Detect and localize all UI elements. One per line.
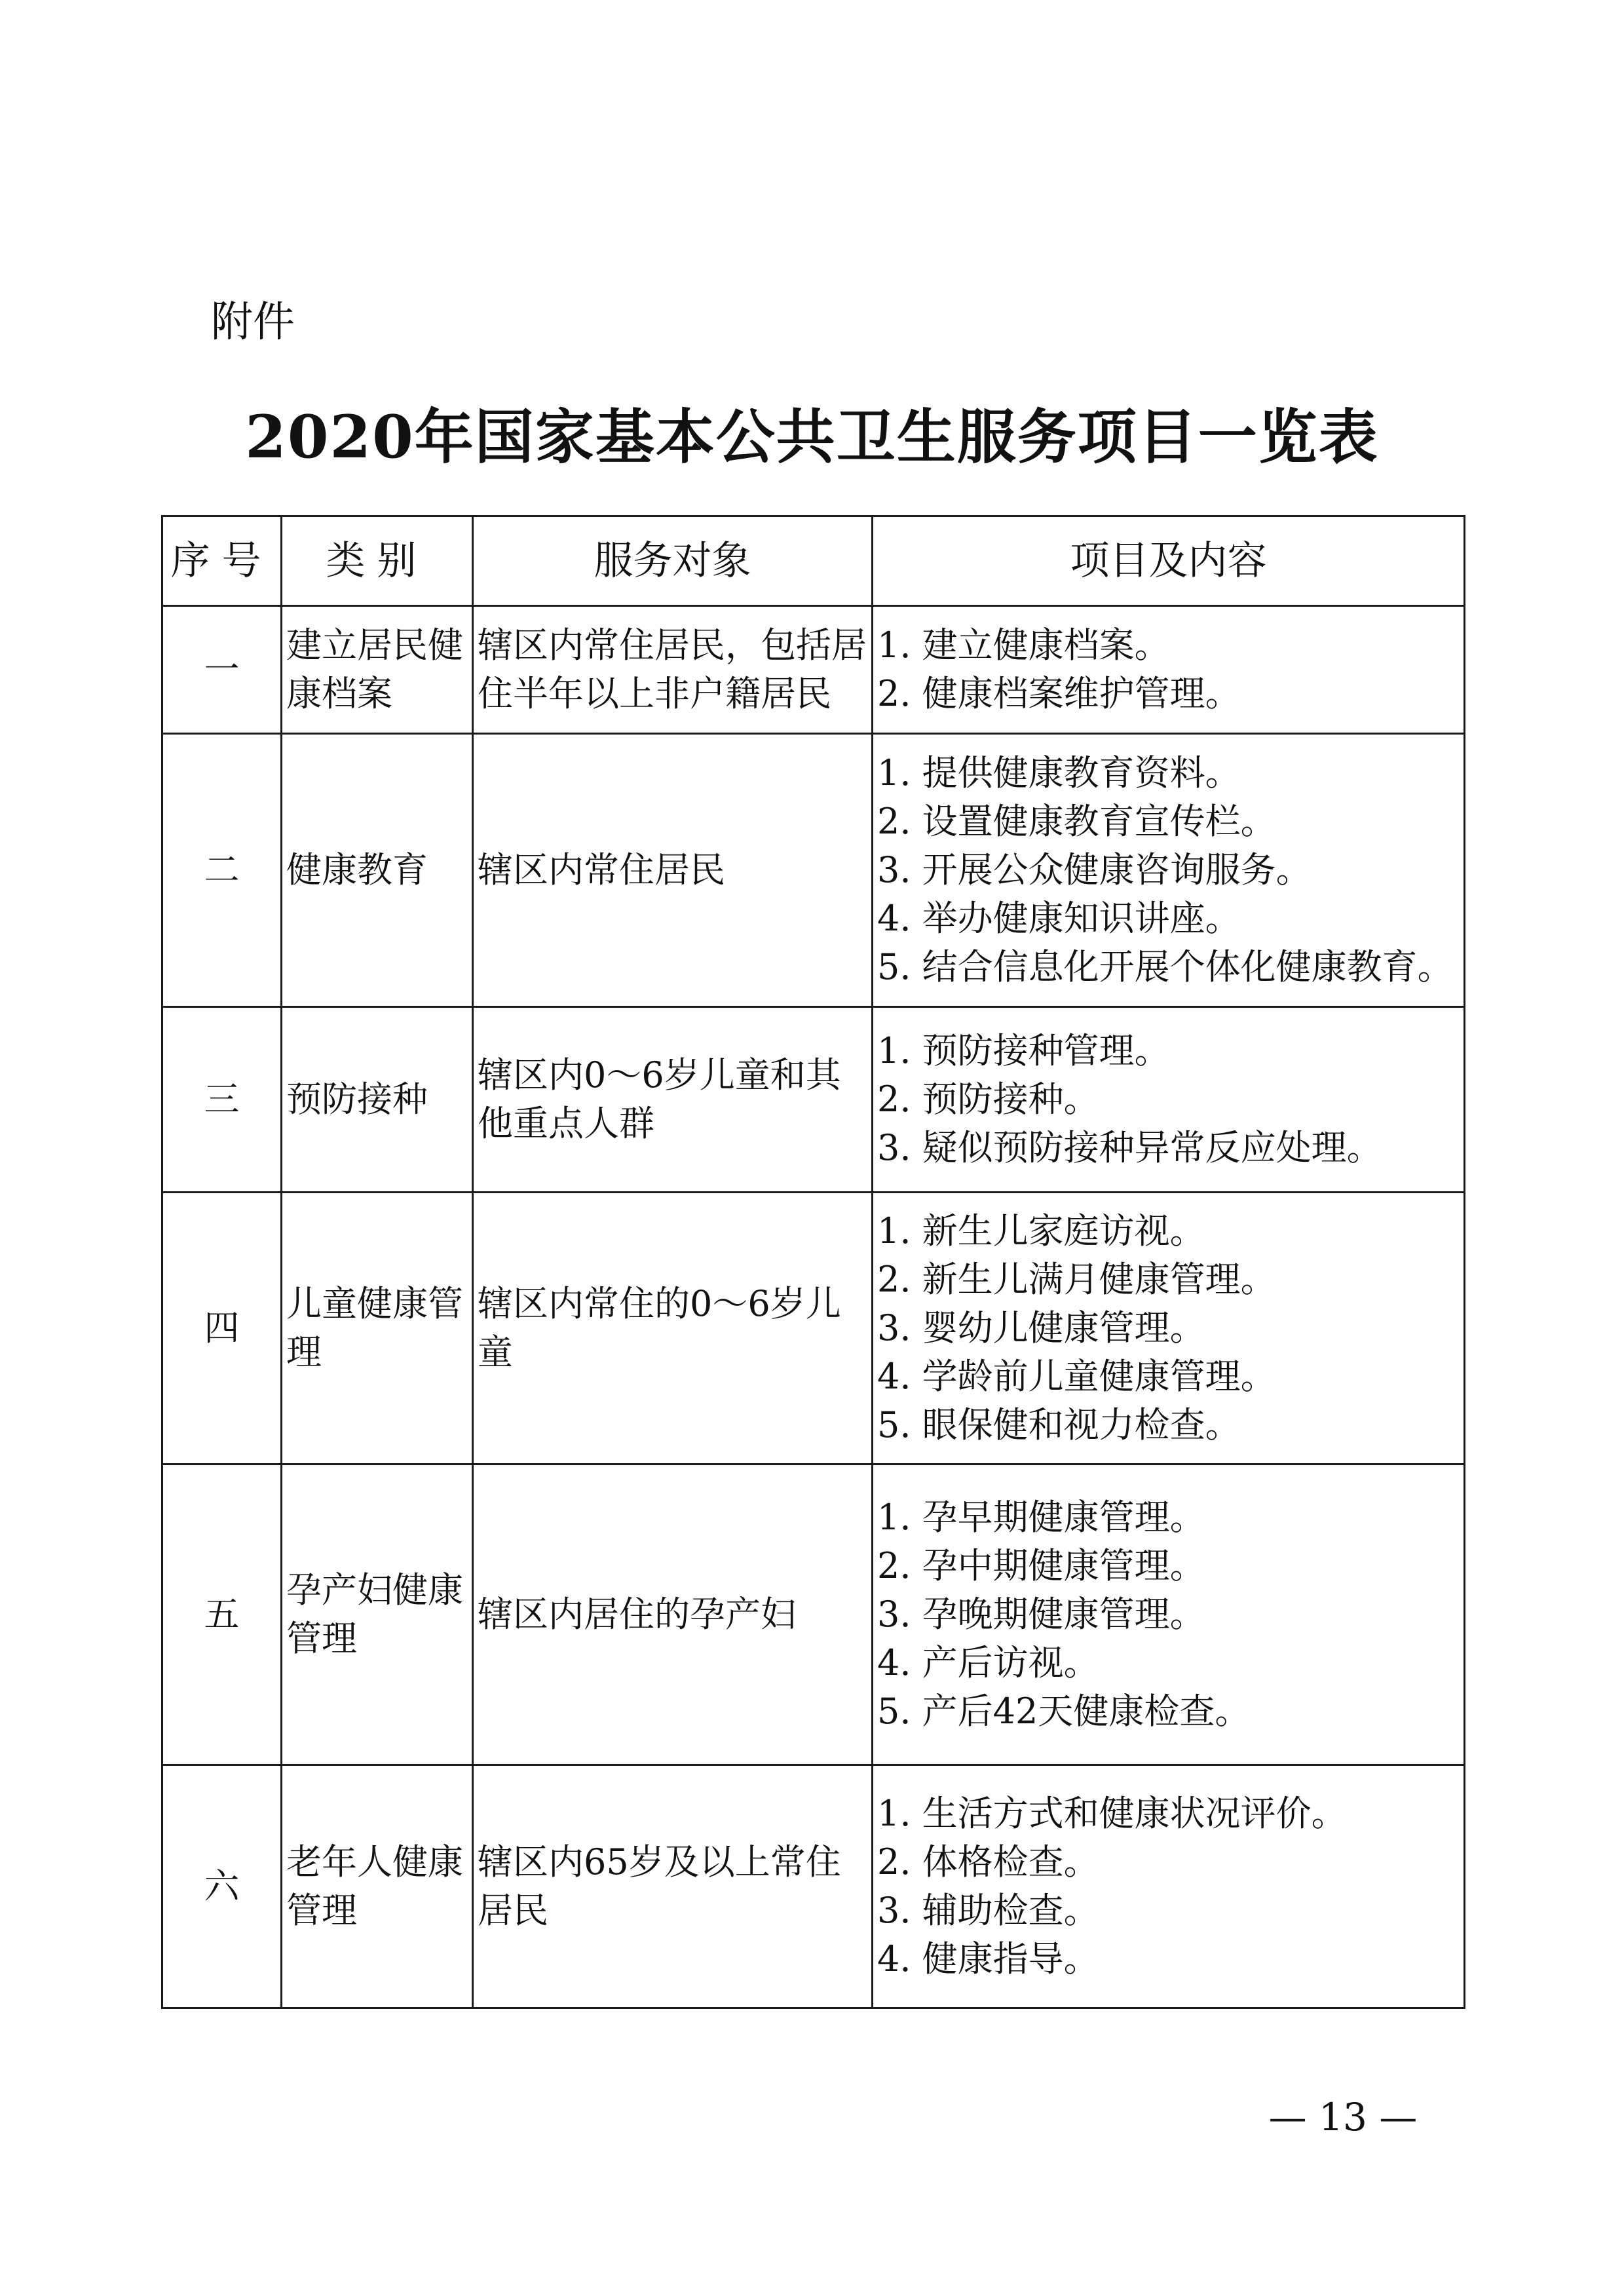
list-item: 1. 提供健康教育资料。 [877,752,1241,794]
row-seq: 二 [162,734,282,1007]
table-row [162,606,1465,734]
row-seq: 一 [162,606,282,734]
row-category: 健康教育 [282,734,473,1007]
list-item: 5. 结合信息化开展个体化健康教育。 [877,946,1453,987]
list-item: 5. 产后42天健康检查。 [877,1691,1251,1732]
row-target: 辖区内65岁及以上常住居民 [473,1765,873,2008]
list-item: 5. 眼保健和视力检查。 [877,1404,1241,1445]
list-item: 2. 预防接种。 [877,1079,1099,1120]
table-row [162,1007,1465,1193]
list-item: 2. 体格检查。 [877,1841,1099,1883]
list-item: 3. 开展公众健康咨询服务。 [877,849,1312,890]
row-target: 辖区内常住的0～6岁儿童 [473,1193,873,1464]
list-item: 4. 举办健康知识讲座。 [877,898,1241,939]
row-target: 辖区内常住居民 [473,734,873,1007]
table-header-row [162,516,1465,606]
row-target: 辖区内居住的孕产妇 [473,1464,873,1765]
list-item: 3. 婴幼儿健康管理。 [877,1307,1205,1349]
list-item: 1. 生活方式和健康状况评价。 [877,1793,1347,1834]
header-content: 项目及内容 [873,516,1465,606]
row-seq: 六 [162,1765,282,2008]
row-seq: 三 [162,1007,282,1193]
list-item: 2. 新生儿满月健康管理。 [877,1259,1276,1300]
row-items [873,734,1465,1007]
list-item: 3. 孕晚期健康管理。 [877,1594,1205,1635]
row-seq: 五 [162,1464,282,1765]
row-seq: 四 [162,1193,282,1464]
table-row [162,1765,1465,2008]
list-item: 1. 新生儿家庭访视。 [877,1210,1205,1252]
list-item: 4. 健康指导。 [877,1938,1099,1980]
row-category: 建立居民健康档案 [282,606,473,734]
header-category: 类别 [282,516,473,606]
list-item: 2. 孕中期健康管理。 [877,1545,1205,1586]
header-target: 服务对象 [473,516,873,606]
document-title: 2020年国家基本公共卫生服务项目一览表 [245,402,1379,472]
row-items [873,1765,1465,2008]
list-item: 1. 建立健康档案。 [877,624,1170,666]
row-items [873,1007,1465,1193]
list-item: 4. 学龄前儿童健康管理。 [877,1356,1276,1397]
list-item: 4. 产后访视。 [877,1642,1099,1683]
table-row [162,1464,1465,1765]
list-item: 3. 疑似预防接种异常反应处理。 [877,1127,1382,1168]
row-category: 预防接种 [282,1007,473,1193]
row-target: 辖区内0～6岁儿童和其他重点人群 [473,1007,873,1193]
list-item: 3. 辅助检查。 [877,1890,1099,1931]
row-items [873,1464,1465,1765]
row-target: 辖区内常住居民，包括居住半年以上非户籍居民 [473,606,873,734]
page-number: — 13 — [1268,2095,1418,2139]
row-items [873,1193,1465,1464]
row-items [873,606,1465,734]
list-item: 1. 预防接种管理。 [877,1030,1170,1071]
list-item: 2. 设置健康教育宣传栏。 [877,801,1276,842]
row-category: 儿童健康管理 [282,1193,473,1464]
attachment-label: 附件 [211,298,295,347]
row-category: 老年人健康管理 [282,1765,473,2008]
row-category: 孕产妇健康管理 [282,1464,473,1765]
table-row [162,1193,1465,1464]
header-seq: 序号 [162,516,282,606]
service-items-table [161,515,1465,2009]
list-item: 1. 孕早期健康管理。 [877,1497,1205,1538]
list-item: 2. 健康档案维护管理。 [877,673,1241,714]
table-row [162,734,1465,1007]
